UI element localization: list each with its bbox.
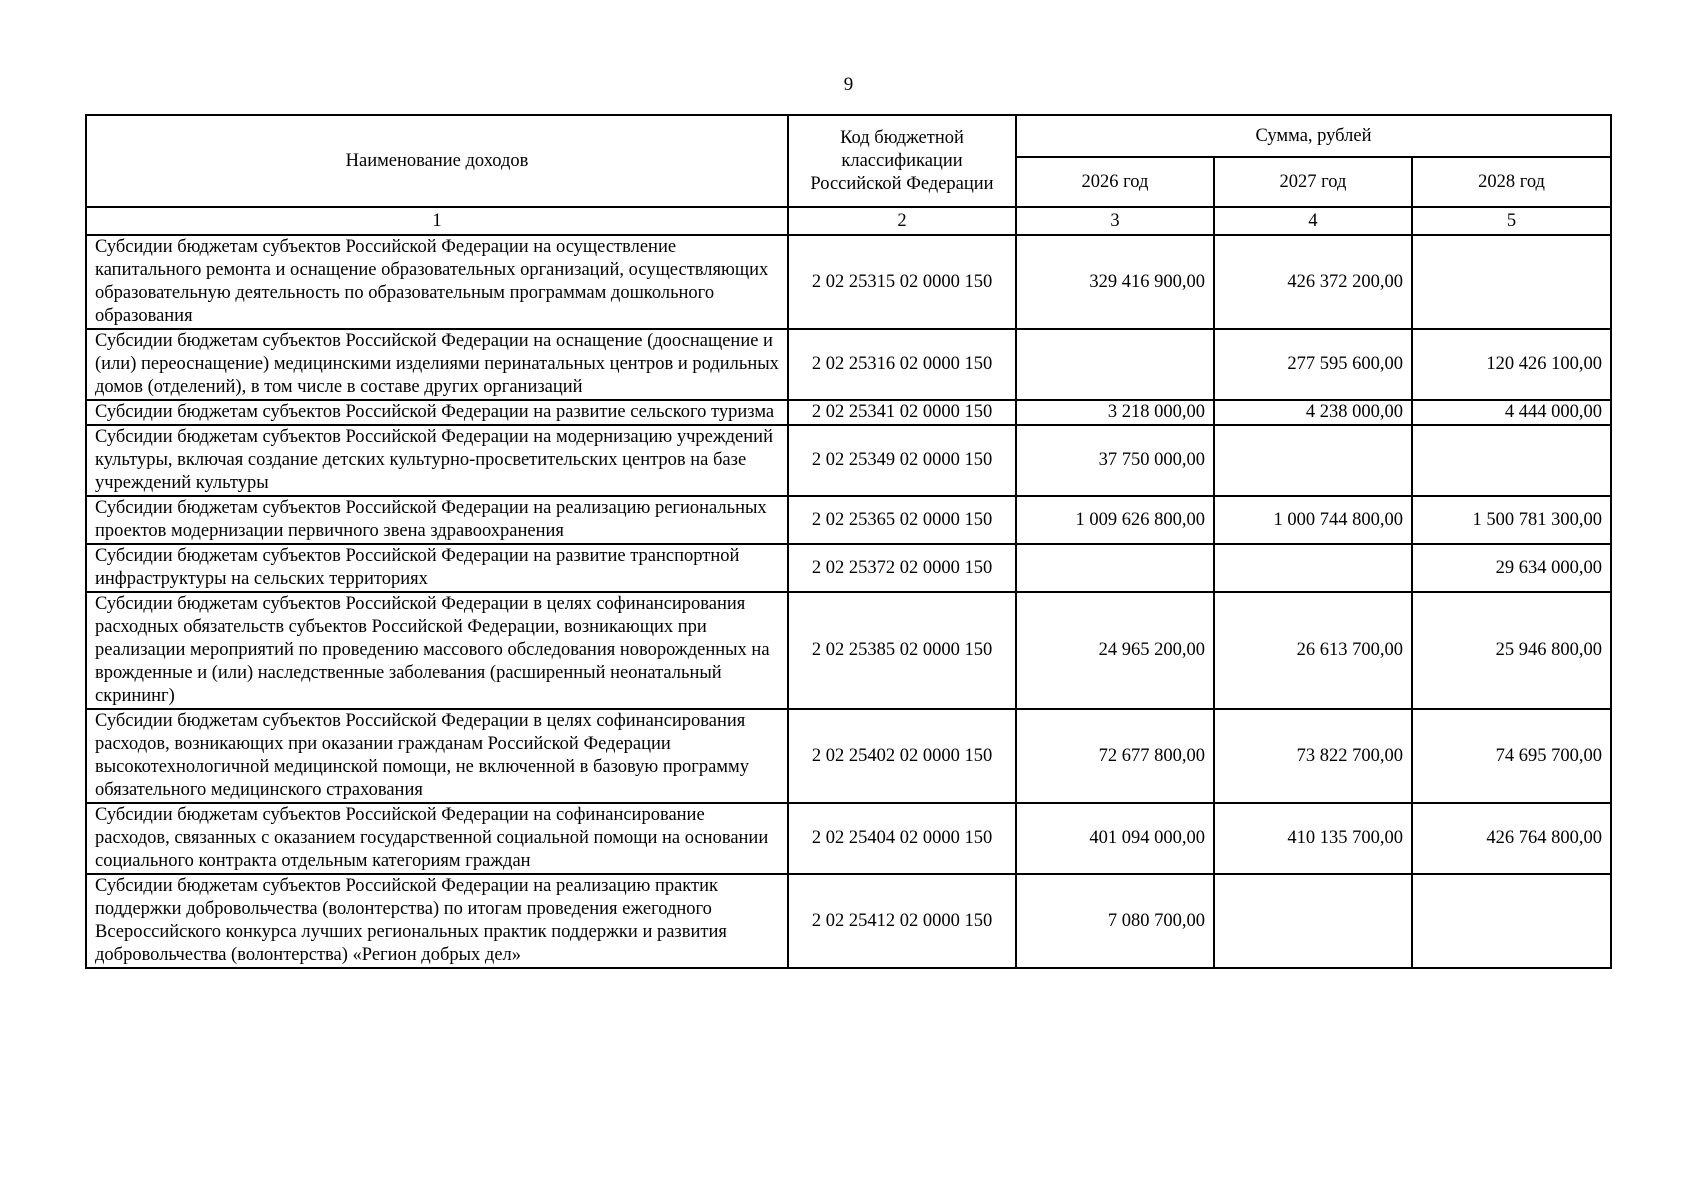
header-year-2026: 2026 год: [1016, 157, 1214, 207]
amount-2027: 277 595 600,00: [1214, 329, 1412, 400]
budget-code: 2 02 25404 02 0000 150: [788, 803, 1016, 874]
amount-2026: 7 080 700,00: [1016, 874, 1214, 968]
amount-2027: 73 822 700,00: [1214, 709, 1412, 803]
header-row-top: [86, 115, 1611, 157]
table-row: [86, 874, 1611, 968]
amount-2026: [1016, 544, 1214, 592]
income-name: Субсидии бюджетам субъектов Российской Федерации на реализацию практик поддержки добровольчества (волонтерства) по итогам проведения ежегодного Всероссийского конкурса лучших региональных практик поддержки и развития добровольчества (волонтерства) «Регион добрых дел»: [86, 874, 788, 968]
table-row: [86, 803, 1611, 874]
amount-2026: 24 965 200,00: [1016, 592, 1214, 709]
income-name: Субсидии бюджетам субъектов Российской Федерации на оснащение (дооснащение и (или) переоснащение) медицинскими изделиями перинатальных центров и родильных домов (отделений), в том числе в составе других организаций: [86, 329, 788, 400]
table-row: [86, 400, 1611, 425]
amount-2026: 3 218 000,00: [1016, 400, 1214, 425]
header-year-2028: 2028 год: [1412, 157, 1611, 207]
page-number: 9: [843, 74, 854, 95]
column-number-row: [86, 207, 1611, 235]
budget-code: 2 02 25365 02 0000 150: [788, 496, 1016, 544]
income-name: Субсидии бюджетам субъектов Российской Федерации на развитие транспортной инфраструктуры на сельских территориях: [86, 544, 788, 592]
amount-2028: 426 764 800,00: [1412, 803, 1611, 874]
table-row: [86, 235, 1611, 329]
budget-code: 2 02 25402 02 0000 150: [788, 709, 1016, 803]
column-number: 5: [1412, 207, 1611, 235]
amount-2028: 120 426 100,00: [1412, 329, 1611, 400]
amount-2026: 37 750 000,00: [1016, 425, 1214, 496]
column-number: 2: [788, 207, 1016, 235]
amount-2027: 410 135 700,00: [1214, 803, 1412, 874]
income-name: Субсидии бюджетам субъектов Российской Федерации в целях софинансирования расходов, возникающих при оказании гражданам Российской Федерации высокотехнологичной медицинской помощи, не включенной в базовую программу обязательного медицинского страхования: [86, 709, 788, 803]
amount-2027: 26 613 700,00: [1214, 592, 1412, 709]
amount-2027: 1 000 744 800,00: [1214, 496, 1412, 544]
table-row: [86, 425, 1611, 496]
amount-2026: [1016, 329, 1214, 400]
header-sum: Сумма, рублей: [1016, 115, 1611, 157]
budget-code: 2 02 25372 02 0000 150: [788, 544, 1016, 592]
table-row: [86, 329, 1611, 400]
income-name: Субсидии бюджетам субъектов Российской Федерации на модернизацию учреждений культуры, включая создание детских культурно-просветительских центров на базе учреждений культуры: [86, 425, 788, 496]
amount-2028: 1 500 781 300,00: [1412, 496, 1611, 544]
amount-2027: 4 238 000,00: [1214, 400, 1412, 425]
budget-code: 2 02 25316 02 0000 150: [788, 329, 1016, 400]
income-name: Субсидии бюджетам субъектов Российской Федерации на развитие сельского туризма: [86, 400, 788, 425]
income-name: Субсидии бюджетам субъектов Российской Федерации на софинансирование расходов, связанных с оказанием государственной социальной помощи на основании социального контракта отдельным категориям граждан: [86, 803, 788, 874]
header-name: Наименование доходов: [86, 115, 788, 207]
amount-2026: 401 094 000,00: [1016, 803, 1214, 874]
amount-2028: [1412, 874, 1611, 968]
budget-code: 2 02 25315 02 0000 150: [788, 235, 1016, 329]
budget-code: 2 02 25341 02 0000 150: [788, 400, 1016, 425]
header-year-2027: 2027 год: [1214, 157, 1412, 207]
budget-code: 2 02 25412 02 0000 150: [788, 874, 1016, 968]
column-number: 1: [86, 207, 788, 235]
amount-2026: 329 416 900,00: [1016, 235, 1214, 329]
income-name: Субсидии бюджетам субъектов Российской Федерации в целях софинансирования расходных обязательств субъектов Российской Федерации, возникающих при реализации мероприятий по проведению массового обследования новорожденных на врожденные и (или) наследственные заболевания (расширенный неонатальный скрининг): [86, 592, 788, 709]
budget-code: 2 02 25385 02 0000 150: [788, 592, 1016, 709]
amount-2027: 426 372 200,00: [1214, 235, 1412, 329]
amount-2027: [1214, 544, 1412, 592]
income-name: Субсидии бюджетам субъектов Российской Федерации на реализацию региональных проектов модернизации первичного звена здравоохранения: [86, 496, 788, 544]
table-row: [86, 496, 1611, 544]
amount-2028: 4 444 000,00: [1412, 400, 1611, 425]
amount-2027: [1214, 425, 1412, 496]
amount-2026: 1 009 626 800,00: [1016, 496, 1214, 544]
amount-2026: 72 677 800,00: [1016, 709, 1214, 803]
income-name: Субсидии бюджетам субъектов Российской Федерации на осуществление капитального ремонта и оснащение образовательных организаций, осуществляющих образовательную деятельность по образовательным программам дошкольного образования: [86, 235, 788, 329]
amount-2028: 74 695 700,00: [1412, 709, 1611, 803]
table-row: [86, 544, 1611, 592]
budget-code: 2 02 25349 02 0000 150: [788, 425, 1016, 496]
table-row: [86, 709, 1611, 803]
amount-2027: [1214, 874, 1412, 968]
column-number: 4: [1214, 207, 1412, 235]
header-code: Код бюджетной классификации Российской Федерации: [788, 115, 1016, 207]
revenue-table: [85, 114, 1612, 969]
amount-2028: 25 946 800,00: [1412, 592, 1611, 709]
amount-2028: 29 634 000,00: [1412, 544, 1611, 592]
amount-2028: [1412, 425, 1611, 496]
table-row: [86, 592, 1611, 709]
amount-2028: [1412, 235, 1611, 329]
column-number: 3: [1016, 207, 1214, 235]
